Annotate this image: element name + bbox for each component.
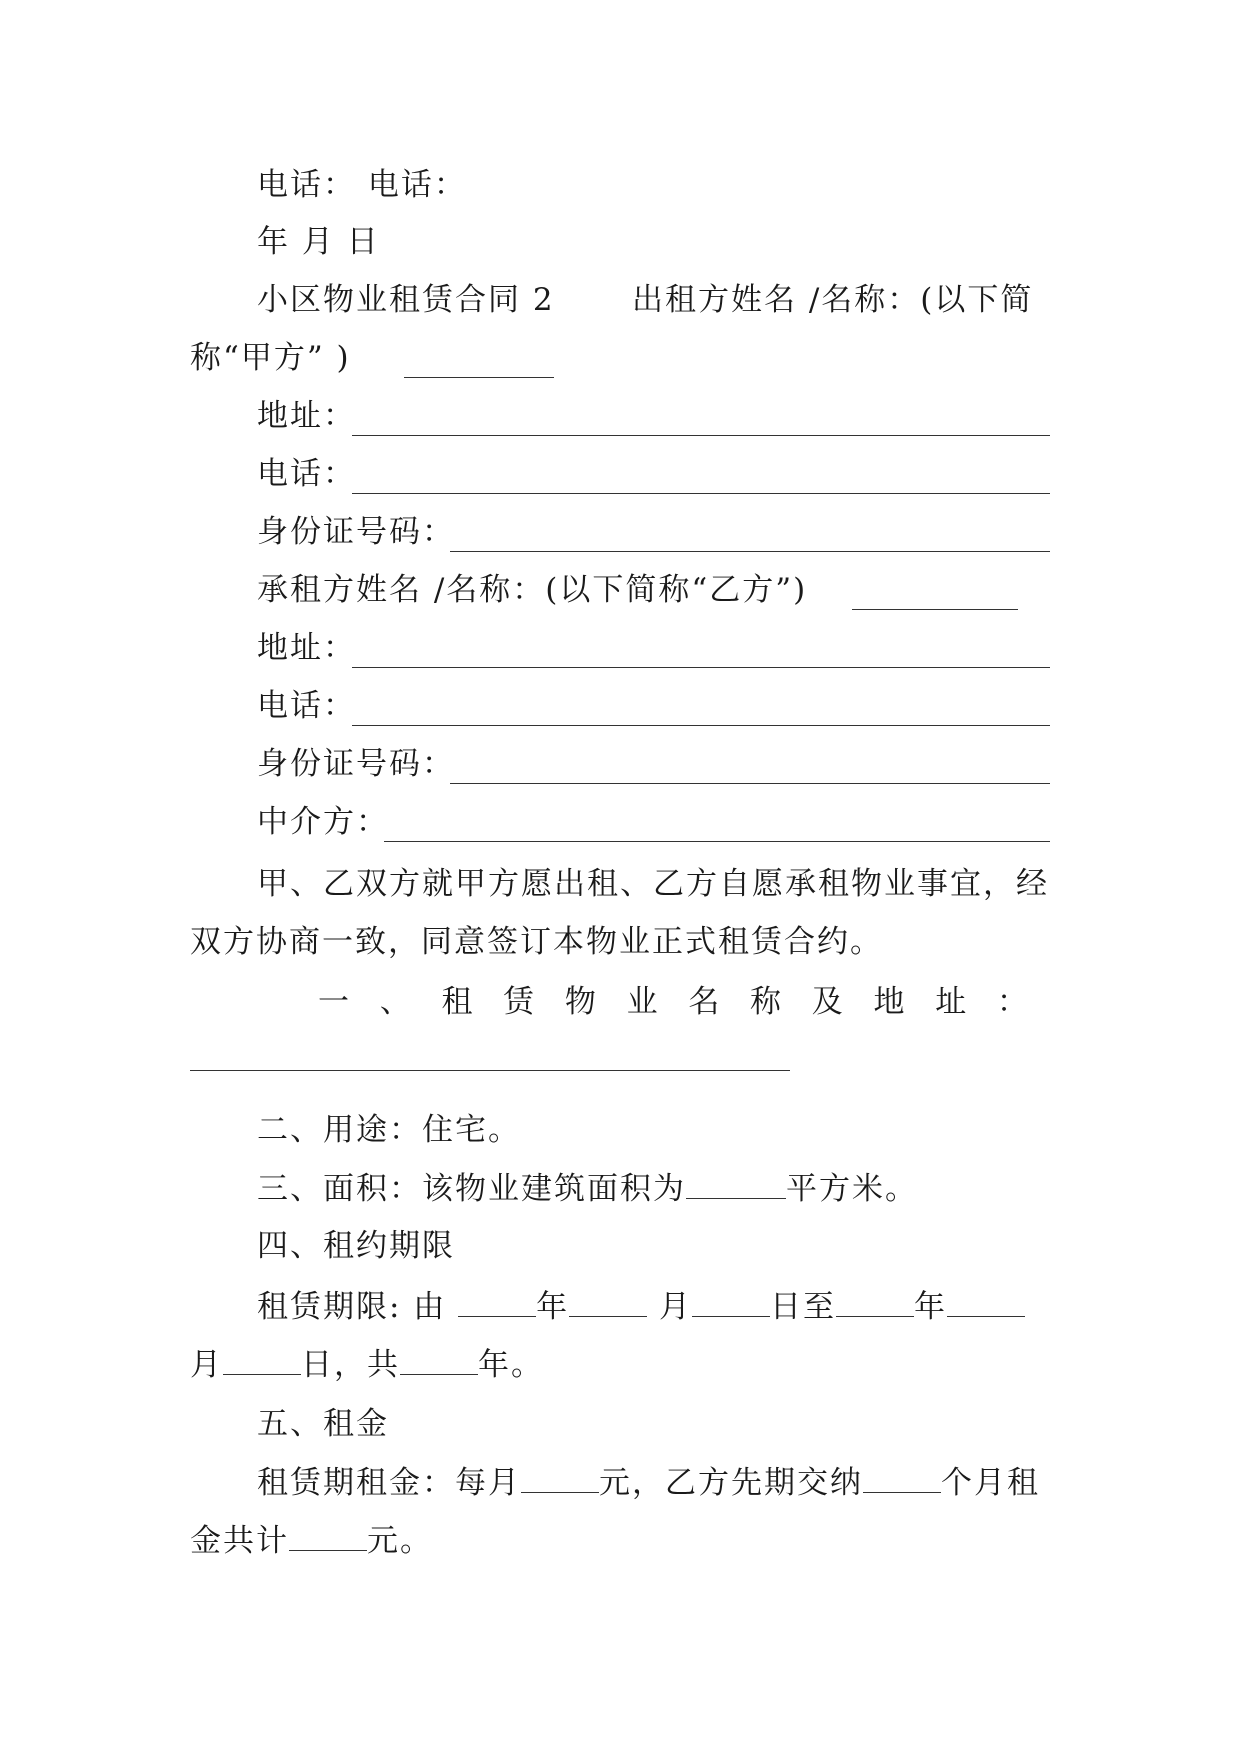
section1-char: ： [996,984,1030,1020]
advance-months-field[interactable] [863,1462,941,1493]
rent-total-label: 金共计 [190,1523,289,1559]
lessee-phone-label: 电话： [257,688,356,724]
agent-field[interactable] [384,802,1050,842]
area-field[interactable] [686,1168,786,1199]
section1-char: 称 [750,984,784,1020]
start-day-field[interactable] [692,1286,770,1317]
section1-char: 一 [318,984,351,1020]
term-total: 日，共 [301,1347,400,1383]
term-until: 日至 [770,1289,837,1325]
section2-usage: 二、用途：住宅。 [257,1112,521,1148]
lessee-name-field[interactable] [852,570,1018,610]
section1-char: 、 [379,984,413,1020]
rent-total-unit: 元。 [367,1523,433,1559]
rent-line1 [257,1462,1040,1503]
section1-heading [318,982,1030,1022]
end-day-field[interactable] [223,1344,301,1375]
intro-paragraph-line1: 甲、乙双方就甲方愿出租、乙方自愿承租物业事宜，经 [257,866,1049,902]
end-year-field[interactable] [836,1286,914,1317]
date-line: 年 月 日 [257,224,380,260]
section3-area-unit: 平方米。 [786,1171,918,1207]
lessor-address-field[interactable] [352,396,1050,436]
section1-char: 租 [441,984,475,1020]
section4-term-heading: 四、租约期限 [257,1228,455,1264]
section1-char: 及 [811,984,845,1020]
lessee-id-label: 身份证号码： [257,746,455,782]
section1-char: 赁 [503,984,537,1020]
term-line2 [190,1344,544,1385]
section3-area-label: 三、面积：该物业建筑面积为 [257,1171,686,1207]
total-years-field[interactable] [400,1344,478,1375]
lessor-id-field[interactable] [450,512,1050,552]
lessee-address-field[interactable] [352,628,1050,668]
section1-char: 址 [935,984,969,1020]
term-year-2: 年 [914,1289,948,1325]
agent-label: 中介方： [257,804,389,840]
rent-total-field[interactable] [289,1520,367,1551]
lessee-address-label: 地址： [257,630,356,666]
section1-char: 名 [688,984,722,1020]
end-month-field[interactable] [947,1286,1025,1317]
term-years-unit: 年。 [478,1347,544,1383]
lessor-address-label: 地址： [257,398,356,434]
rent-months-unit: 个月租 [941,1465,1040,1501]
property-address-field[interactable] [190,1070,790,1071]
lessor-id-label: 身份证号码： [257,514,455,550]
section5-rent-heading: 五、租金 [257,1406,389,1442]
section1-char: 地 [873,984,907,1020]
lessor-name-label-cont: 称“甲方” ) [190,340,351,376]
intro-paragraph-line2: 双方协商一致，同意签订本物业正式租赁合约。 [190,924,883,960]
term-line1 [257,1286,1025,1327]
rent-monthly-label: 租赁期租金：每月 [257,1465,521,1501]
section1-char: 业 [626,984,660,1020]
term-year-1: 年 [536,1289,570,1325]
rent-line2 [190,1520,433,1561]
contract-title: 小区物业租赁合同 2 [257,282,555,318]
monthly-rent-field[interactable] [521,1462,599,1493]
lessor-name-field[interactable] [404,338,554,378]
section3-area [257,1168,918,1209]
term-month-1: 月 [659,1289,693,1325]
lessor-phone-field[interactable] [352,454,1050,494]
section1-char: 物 [564,984,598,1020]
lessor-phone-label: 电话： [257,456,356,492]
lessor-name-label: 出租方姓名 /名称：(以下简 [632,282,1034,318]
term-month-2: 月 [190,1347,223,1383]
phone-pair-line: 电话： 电话： [257,167,467,203]
term-label: 租赁期限: 由 [257,1289,447,1325]
rent-advance-label: 元，乙方先期交纳 [599,1465,863,1501]
lessee-phone-field[interactable] [352,686,1050,726]
start-month-field[interactable] [569,1286,647,1317]
start-year-field[interactable] [458,1286,536,1317]
lessee-name-label: 承租方姓名 /名称：(以下简称“乙方”) [257,572,808,608]
lessee-id-field[interactable] [450,744,1050,784]
